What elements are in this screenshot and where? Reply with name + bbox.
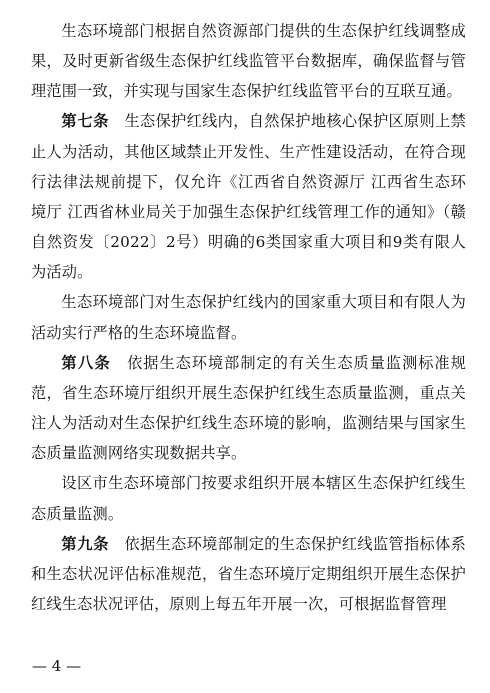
paragraph-1	[31, 16, 466, 106]
article-8-paragraph	[31, 348, 466, 469]
paragraph-3	[31, 287, 466, 347]
article-9-text: 依据生态环境部制定的生态保护红线监管指标体系和生态状况评估标准规范，省生态环境厅定期组织开展生态保护红线生态状况评估，原则上每五年开展一次，可根据监督管理	[31, 534, 466, 613]
paragraph-5-text: 设区市生态环境部门按要求组织开展本辖区生态保护红线生态质量监测。	[31, 474, 466, 523]
paragraph-5	[31, 468, 466, 528]
article-7-text: 生态保护红线内，自然保护地核心保护区原则上禁止人为活动，其他区域禁止开发性、生产性建设活动，在符合现行法律法规前提下，仅允许《江西省自然资源厅 江西省生态环境厅 江西省林业局关于加强生态保护红线管理工作的通知》（赣自然资发〔2022〕2号）明确的6类国家重大项目和9类有限人为活动。	[31, 112, 466, 282]
article-7-heading: 第七条	[61, 112, 110, 131]
article-9-paragraph	[31, 529, 466, 619]
article-9-heading: 第九条	[61, 534, 110, 553]
article-8-heading: 第八条	[61, 353, 112, 372]
article-8-text: 依据生态环境部制定的有关生态质量监测标准规范，省生态环境厅组织开展生态保护红线生态质量监测，重点关注人为活动对生态保护红线生态环境的影响，监测结果与国家生态质量监测网络实现数据共享。	[31, 353, 466, 463]
paragraph-1-text: 生态环境部门根据自然资源部门提供的生态保护红线调整成果，及时更新省级生态保护红线监管平台数据库，确保监督与管理范围一致，并实现与国家生态保护红线监管平台的互联互通。	[31, 22, 466, 101]
paragraph-3-text: 生态环境部门对生态保护红线内的国家重大项目和有限人为活动实行严格的生态环境监督。	[31, 293, 466, 342]
document-body	[31, 16, 466, 619]
page-number: — 4 —	[32, 657, 82, 675]
article-7-paragraph	[31, 106, 466, 287]
